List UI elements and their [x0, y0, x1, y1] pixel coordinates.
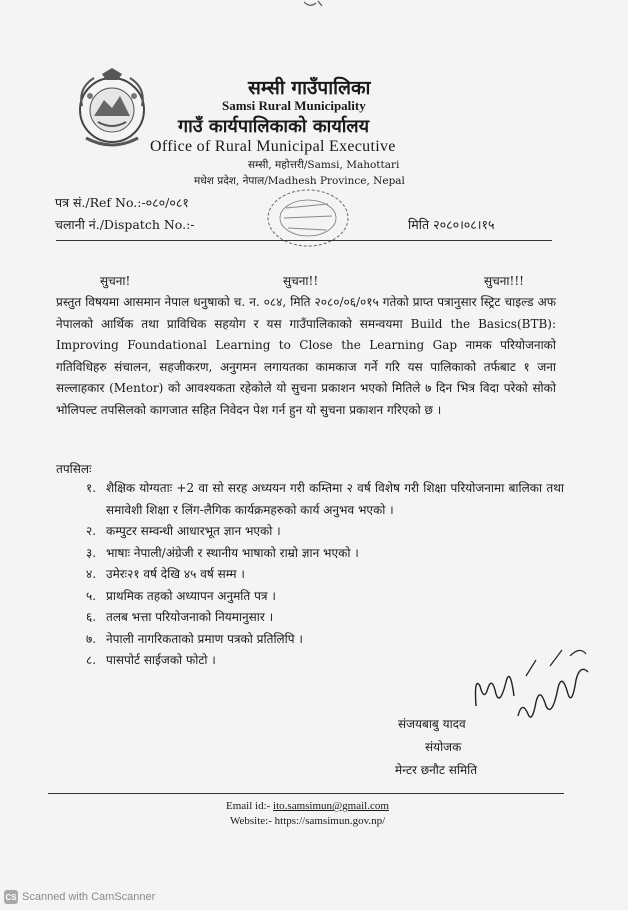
top-mark	[302, 0, 326, 8]
notice-heading-2: सुचना!!	[283, 274, 319, 288]
footer-website: Website:- https://samsimun.gov.np/	[230, 815, 386, 827]
address: सम्सी, महोत्तरी/Samsi, Mahottari	[248, 159, 400, 171]
reference-number: पत्र सं./Ref No.:-०८०/०८१	[55, 195, 189, 210]
list-item: ५. प्राथमिक तहको अध्यापन अनुमति पत्र ।	[86, 588, 276, 603]
website-link[interactable]: https://samsimun.gov.np/	[274, 815, 386, 827]
office-title-english: Office of Rural Municipal Executive	[150, 138, 396, 155]
notice-body-paragraph: प्रस्तुत विषयमा आसमान नेपाल धनुषाको च. न. ०८४, मिति २०८०/०६/०१५ गतेको प्राप्त पत्रानुसार स्ट्रिट चाइल्ड अफ नेपालको आर्थिक तथा प्राविधिक सहयोग र यस गाउँपालिकाको समन्वयमा Build the Basics(BTB): Improving Foundational Learning to Close the Learning Gap नामक परियोजनाको गतिविधिहरु संचालन, सहजीकरण, अनुगमन लगायतका कामकाज गर्ने गरि यस पालिकाको तर्फबाट १ जना सल्लाहकार (Mentor) को आवश्यकता रहेकोले यो सुचना प्रकाशन भएको मितिले ७ दिन भित्र विदा परेको सोको भोलिपल्ट तपसिलको कागजात सहित निवेदन पेश गर्न हुन यो सुचना प्रकाशन गरिएको छ ।	[56, 295, 556, 417]
office-stamp	[262, 184, 354, 252]
signer-name: संजयबाबु यादव	[398, 717, 466, 731]
list-item: ८. पासपोर्ट साईजको फोटो ।	[86, 653, 216, 667]
list-item: ७. नेपाली नागरिकताको प्रमाण पत्रको प्रतिलिपि ।	[86, 631, 303, 646]
footer-divider	[48, 793, 564, 794]
office-title-nepali: गाउँ कार्यपालिकाको कार्यालय	[178, 116, 370, 137]
nepal-emblem-logo	[72, 66, 152, 152]
list-item: ३. भाषाः नेपाली/अंग्रेजी र स्थानीय भाषाको राम्रो ज्ञान भएको ।	[86, 545, 359, 560]
municipality-title-nepali: सम्सी गाउँपालिका	[248, 77, 371, 99]
signer-designation: संयोजक	[425, 740, 462, 754]
notice-heading-3: सुचना!!!	[484, 274, 524, 288]
dispatch-number: चलानी नं./Dispatch No.:-	[55, 217, 195, 232]
handwritten-signature	[466, 636, 596, 728]
scanner-watermark: CS Scanned with CamScanner	[5, 891, 156, 903]
camscanner-icon: CS	[4, 890, 18, 904]
details-heading: तपसिलः	[56, 462, 92, 476]
footer-email: Email id:- ito.samsimun@gmail.com	[226, 800, 389, 812]
header-divider	[56, 240, 552, 241]
notice-heading-1: सुचना!	[100, 274, 131, 288]
committee-name: मेन्टर छनौट समिति	[395, 763, 478, 777]
list-item: २. कम्पुटर सम्वन्धी आधारभूत ज्ञान भएको ।	[86, 524, 281, 538]
issue-date: मिति २०८०।०८।१५	[408, 217, 495, 232]
municipality-title-english: Samsi Rural Municipality	[222, 98, 366, 113]
province: मधेश प्रदेश, नेपाल/Madhesh Province, Nepal	[194, 175, 405, 187]
list-item: १. शैक्षिक योग्यताः +2 वा सो सरह अध्ययन गरी कम्तिमा २ वर्ष विशेष गरी शिक्षा परियोजनामा बालिका तथा समावेशी शिक्षा र लिंग-लैगिक कार्यक्रमहरुको कार्य अनुभव भएको ।	[86, 481, 564, 517]
email-link[interactable]: ito.samsimun@gmail.com	[273, 800, 389, 812]
list-item: ६. तलब भत्ता परियोजनाको नियमानुसार ।	[86, 610, 274, 624]
list-item: ४. उमेरः२१ वर्ष देखि ४५ वर्ष सम्म ।	[86, 567, 245, 581]
